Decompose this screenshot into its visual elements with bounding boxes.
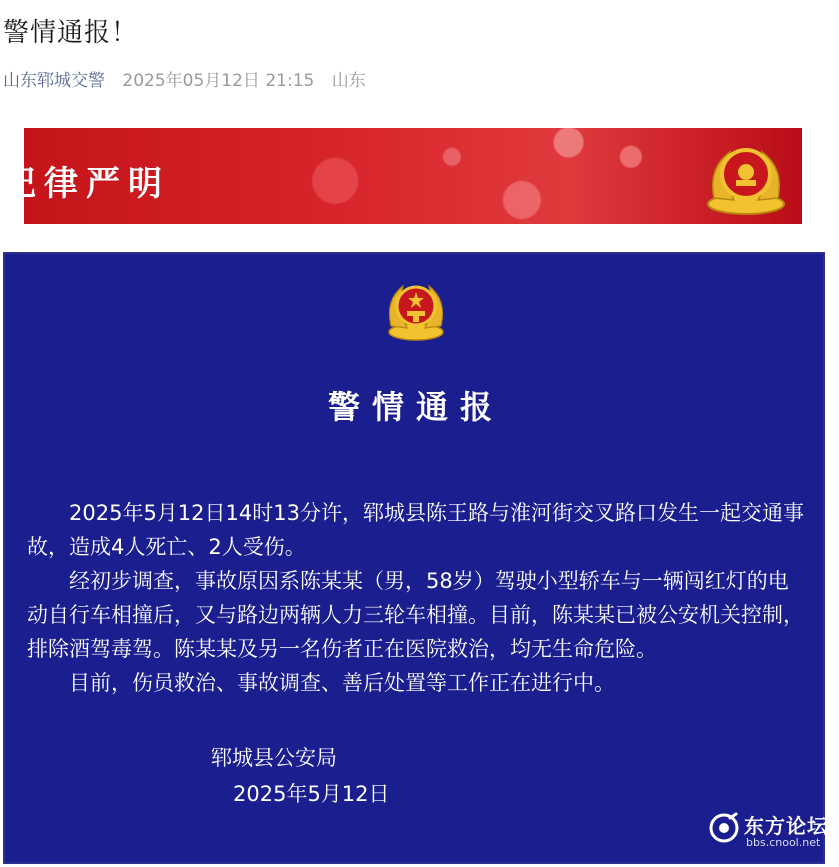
- header-banner-image: [2, 128, 802, 224]
- publish-datetime: 2025年05月12日 21:15: [122, 71, 315, 91]
- publish-location: 山东: [331, 71, 366, 91]
- signature-date: 2025年5月12日: [233, 782, 390, 806]
- police-emblem-icon: [385, 278, 447, 342]
- article-title: 警情通报！: [3, 18, 139, 48]
- forum-url: bbs.cnool.net: [746, 836, 821, 849]
- notice-heading: 警情通报: [327, 388, 504, 426]
- notice-paragraph: 2025年5月12日14时13分许，郓城县陈王路与淮河街交叉路口发生一起交通事故，造成4人死亡、2人受伤。: [27, 501, 804, 559]
- police-notice-image: [3, 252, 825, 864]
- article-meta: [3, 66, 366, 91]
- notice-paragraph: 经初步调查，事故原因系陈某某（男，58岁）驾驶小型轿车与一辆闯红灯的电动自行车相撞后，又与路边两辆人力三轮车相撞。目前，陈某某已被公安机关控制，排除酒驾毒驾。陈某某及另一名伤者正在医院救治，均无生命危险。: [27, 569, 804, 661]
- notice-paragraph: 目前，伤员救治、事故调查、善后处置等工作正在进行中。: [69, 671, 615, 695]
- banner-slogan: 记律严明: [2, 164, 170, 204]
- author-link[interactable]: 山东郓城交警: [3, 71, 105, 91]
- police-emblem-icon: [704, 138, 788, 218]
- signature-org: 郓城县公安局: [211, 746, 337, 770]
- forum-watermark: [708, 806, 836, 862]
- notice-body: [27, 496, 807, 700]
- forum-brand: 东方论坛: [744, 814, 828, 838]
- forum-logo-icon: [708, 812, 740, 844]
